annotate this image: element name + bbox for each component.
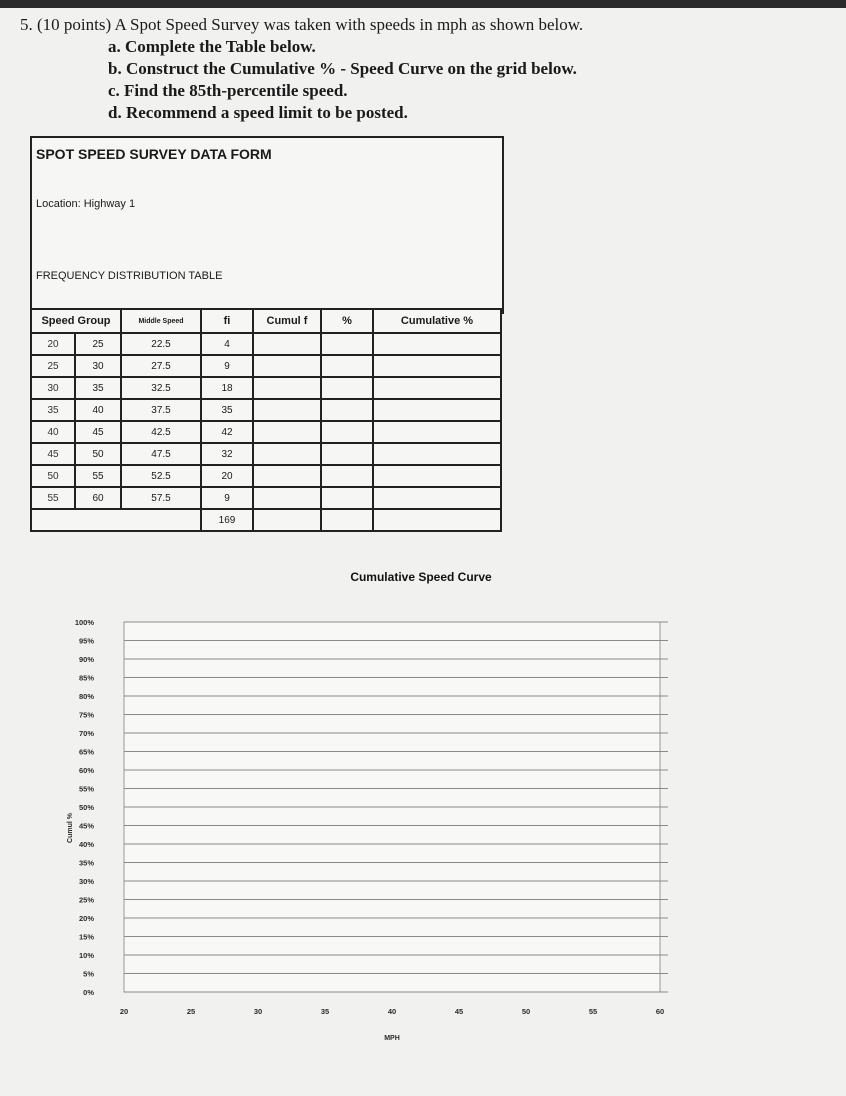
cell-total-cumulative-percent[interactable] — [373, 509, 501, 531]
cell-speed-high: 40 — [75, 399, 121, 421]
cell-speed-high: 35 — [75, 377, 121, 399]
header-frequency: fi — [201, 309, 253, 333]
cell-frequency: 9 — [201, 355, 253, 377]
y-tick-label: 40% — [78, 840, 94, 849]
cell-speed-high: 55 — [75, 465, 121, 487]
cell-speed-high: 60 — [75, 487, 121, 509]
cell-frequency: 18 — [201, 377, 253, 399]
header-middle-speed: Middle Speed — [121, 309, 201, 333]
header-speed-group: Speed Group — [31, 309, 121, 333]
cell-frequency: 32 — [201, 443, 253, 465]
table-row — [31, 377, 501, 399]
cell-percent[interactable] — [321, 421, 373, 443]
cell-total-label — [31, 509, 201, 531]
question-part-c: c. Find the 85th-percentile speed. — [108, 81, 348, 100]
cell-percent[interactable] — [321, 443, 373, 465]
question-header: 5. (10 points) A Spot Speed Survey was taken with speeds in mph as shown below. — [20, 15, 584, 34]
y-tick-label: 70% — [78, 729, 94, 738]
header-cumulative-percent: Cumulative % — [373, 309, 501, 333]
cell-cumulative-percent[interactable] — [373, 355, 501, 377]
cell-cumulative-percent[interactable] — [373, 399, 501, 421]
form-title: SPOT SPEED SURVEY DATA FORM — [36, 146, 272, 162]
table-row — [31, 443, 501, 465]
cell-speed-high: 45 — [75, 421, 121, 443]
cell-cumulative-f[interactable] — [253, 333, 321, 355]
screen-top-edge — [0, 0, 846, 8]
cell-speed-high: 50 — [75, 443, 121, 465]
cell-speed-high: 25 — [75, 333, 121, 355]
frequency-table-title: FREQUENCY DISTRIBUTION TABLE — [36, 270, 223, 282]
y-tick-label: 100% — [74, 618, 94, 627]
cell-speed-low: 20 — [31, 333, 75, 355]
y-tick-label: 80% — [78, 692, 94, 701]
cell-speed-low: 30 — [31, 377, 75, 399]
x-tick-label: 40 — [387, 1007, 397, 1016]
frequency-table — [30, 308, 502, 532]
cell-cumulative-f[interactable] — [253, 355, 321, 377]
y-tick-label: 10% — [78, 951, 94, 960]
chart-title: Cumulative Speed Curve — [350, 570, 492, 584]
table-row — [31, 333, 501, 355]
table-header-row — [31, 309, 501, 333]
table-row — [31, 421, 501, 443]
cell-cumulative-percent[interactable] — [373, 443, 501, 465]
y-axis-label: Cumul % — [67, 813, 74, 843]
cell-frequency: 35 — [201, 399, 253, 421]
cell-middle-speed: 42.5 — [121, 421, 201, 443]
cell-cumulative-f[interactable] — [253, 487, 321, 509]
y-tick-label: 25% — [78, 895, 94, 905]
cell-cumulative-f[interactable] — [253, 465, 321, 487]
x-tick-label: 55 — [588, 1007, 598, 1016]
cell-middle-speed: 57.5 — [121, 487, 201, 509]
y-tick-label: 30% — [78, 877, 94, 886]
cell-middle-speed: 52.5 — [121, 465, 201, 487]
cell-cumulative-f[interactable] — [253, 421, 321, 443]
y-tick-label: 85% — [78, 673, 94, 683]
cell-percent[interactable] — [321, 399, 373, 421]
y-tick-label: 0% — [83, 988, 94, 997]
question-part-d: d. Recommend a speed limit to be posted. — [108, 103, 408, 122]
y-tick-label: 65% — [78, 747, 94, 757]
cell-cumulative-f[interactable] — [253, 377, 321, 399]
cell-middle-speed: 22.5 — [121, 333, 201, 355]
cell-cumulative-f[interactable] — [253, 399, 321, 421]
x-tick-label: 25 — [186, 1007, 196, 1016]
cell-frequency: 20 — [201, 465, 253, 487]
x-tick-label: 20 — [119, 1007, 129, 1016]
x-tick-label: 45 — [454, 1007, 464, 1016]
cell-speed-low: 25 — [31, 355, 75, 377]
question-block — [20, 14, 583, 124]
y-tick-label: 90% — [78, 655, 94, 664]
cell-middle-speed: 27.5 — [121, 355, 201, 377]
form-location: Location: Highway 1 — [36, 198, 136, 210]
y-tick-label: 20% — [78, 914, 94, 923]
cell-percent[interactable] — [321, 333, 373, 355]
question-part-b: b. Construct the Cumulative % - Speed Curve on the grid below. — [108, 59, 577, 78]
data-form — [30, 136, 504, 314]
cell-speed-low: 55 — [31, 487, 75, 509]
x-tick-label: 50 — [521, 1007, 531, 1016]
cell-cumulative-percent[interactable] — [373, 465, 501, 487]
cell-percent[interactable] — [321, 355, 373, 377]
cell-total-cumulative-f[interactable] — [253, 509, 321, 531]
cell-percent[interactable] — [321, 465, 373, 487]
y-tick-label: 95% — [78, 636, 94, 646]
cell-total-percent[interactable] — [321, 509, 373, 531]
cell-frequency: 4 — [201, 333, 253, 355]
cell-percent[interactable] — [321, 487, 373, 509]
y-tick-label: 15% — [78, 932, 94, 942]
table-row — [31, 355, 501, 377]
header-percent: % — [321, 309, 373, 333]
table-row — [31, 487, 501, 509]
cell-speed-low: 50 — [31, 465, 75, 487]
cell-cumulative-percent[interactable] — [373, 333, 501, 355]
cell-speed-low: 35 — [31, 399, 75, 421]
table-row — [31, 399, 501, 421]
cell-cumulative-percent[interactable] — [373, 421, 501, 443]
cell-speed-low: 40 — [31, 421, 75, 443]
cell-middle-speed: 37.5 — [121, 399, 201, 421]
cell-middle-speed: 32.5 — [121, 377, 201, 399]
table-row — [31, 465, 501, 487]
x-tick-label: 35 — [320, 1007, 330, 1016]
cell-percent[interactable] — [321, 377, 373, 399]
y-tick-label: 55% — [78, 784, 94, 794]
cell-cumulative-percent[interactable] — [373, 377, 501, 399]
cell-frequency: 42 — [201, 421, 253, 443]
cell-speed-low: 45 — [31, 443, 75, 465]
x-tick-label: 60 — [655, 1007, 665, 1016]
cell-cumulative-percent[interactable] — [373, 487, 501, 509]
question-part-a: a. Complete the Table below. — [108, 37, 316, 56]
cell-total-frequency: 169 — [201, 509, 253, 531]
y-tick-label: 60% — [78, 766, 94, 775]
cumulative-speed-chart — [0, 560, 846, 1060]
x-axis-label: MPH — [384, 1035, 400, 1042]
table-total-row — [31, 509, 501, 531]
cell-middle-speed: 47.5 — [121, 443, 201, 465]
cell-speed-high: 30 — [75, 355, 121, 377]
y-tick-label: 75% — [78, 710, 94, 720]
y-tick-label: 5% — [83, 969, 94, 979]
cell-cumulative-f[interactable] — [253, 443, 321, 465]
y-tick-label: 35% — [78, 858, 94, 868]
cell-frequency: 9 — [201, 487, 253, 509]
y-tick-label: 50% — [78, 803, 94, 812]
y-tick-label: 45% — [78, 821, 94, 831]
x-tick-label: 30 — [253, 1007, 263, 1016]
header-cumulative-f: Cumul f — [253, 309, 321, 333]
